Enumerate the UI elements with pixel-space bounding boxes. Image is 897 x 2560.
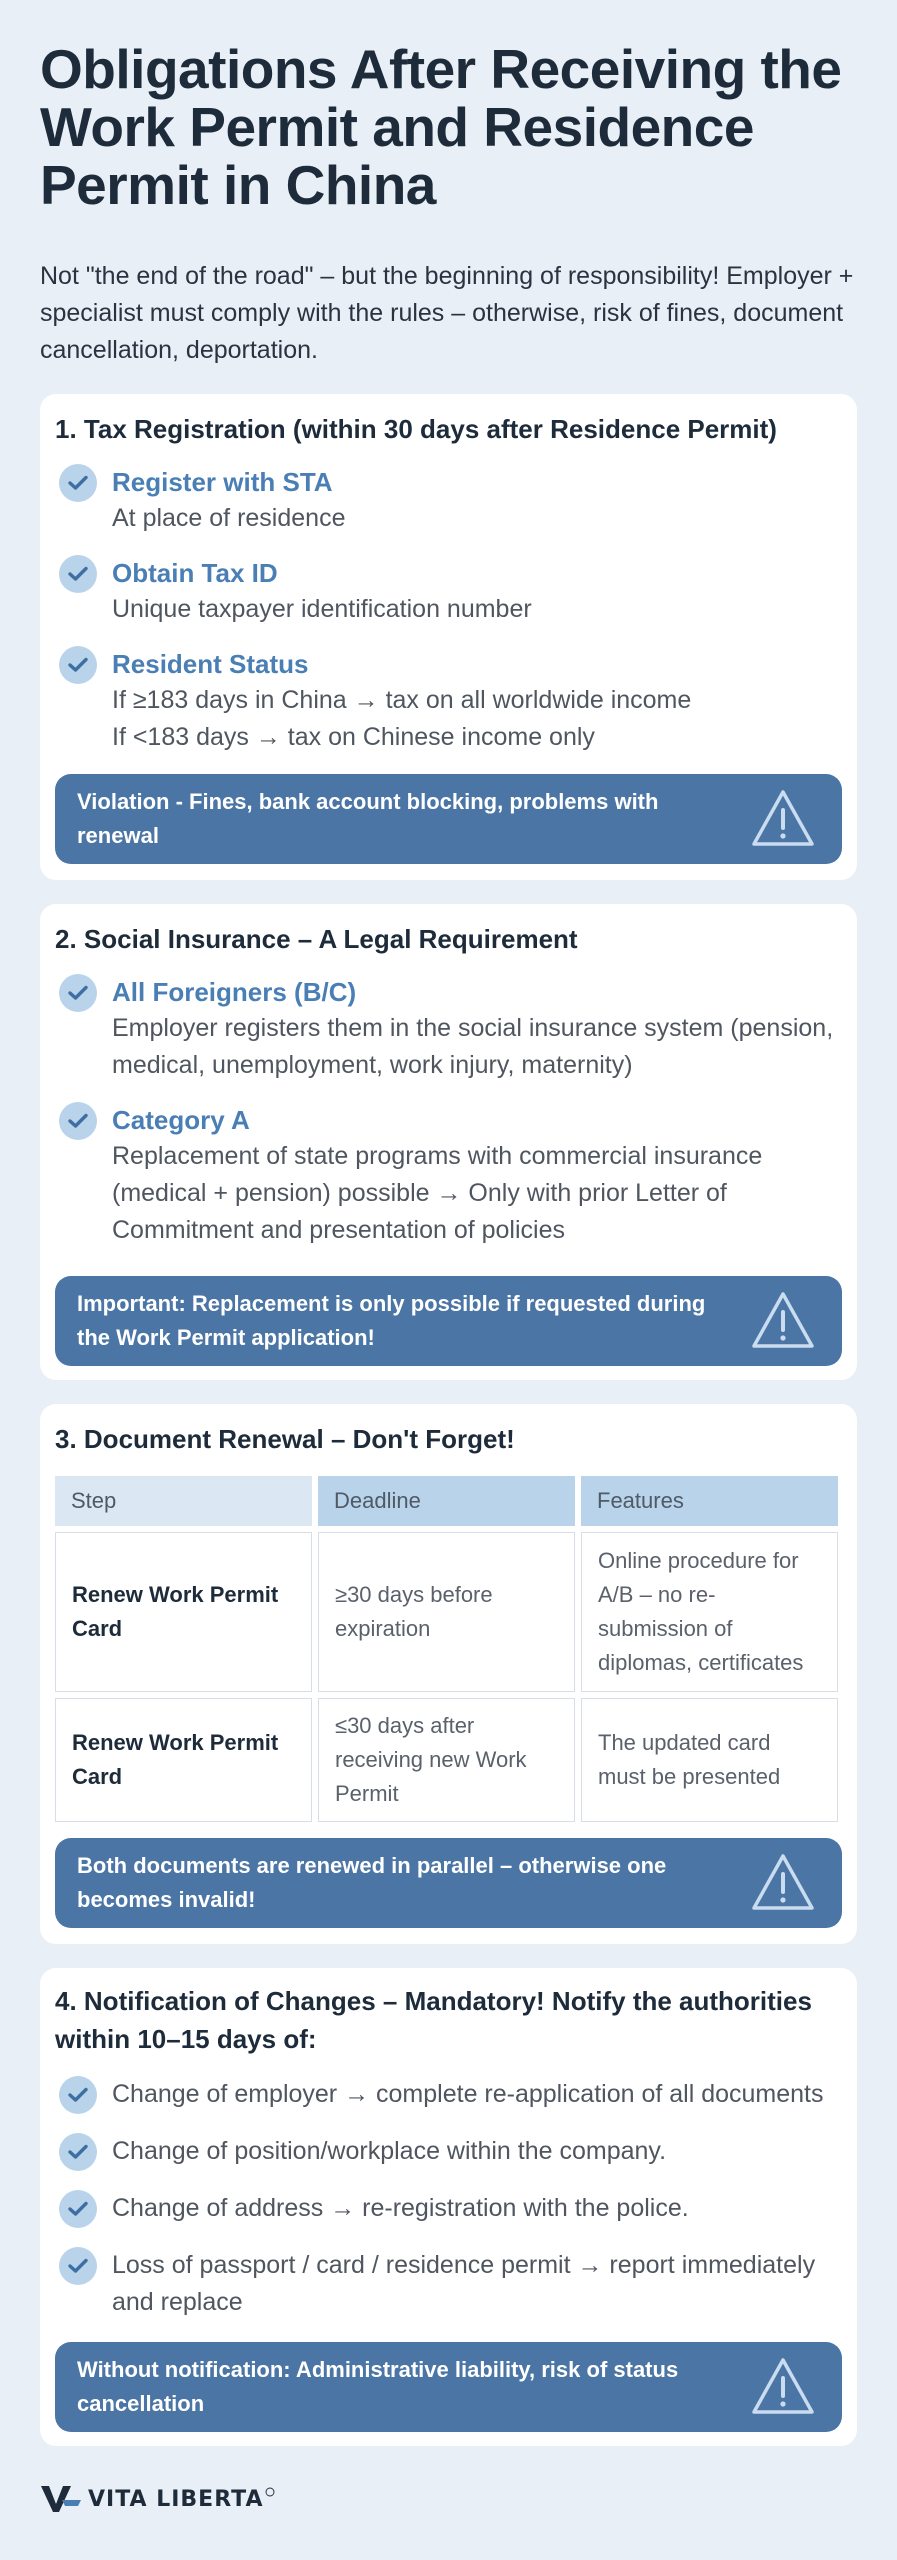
column-header: Deadline xyxy=(318,1476,575,1526)
warning-banner xyxy=(55,2342,842,2432)
table-row xyxy=(55,1698,838,1822)
warning-icon xyxy=(750,1852,816,1914)
table-cell: Renew Work Permit Card xyxy=(55,1698,312,1822)
item-title: Category A xyxy=(112,1105,250,1135)
check-icon xyxy=(59,2247,97,2285)
check-icon xyxy=(59,555,97,593)
table-cell: Renew Work Permit Card xyxy=(55,1532,312,1692)
vita-liberta-logo-icon xyxy=(40,2484,82,2514)
item-text: Unique taxpayer identification number xyxy=(112,595,532,623)
column-header: Step xyxy=(55,1476,312,1526)
page-title: Obligations After Receiving the Work Permit and Residence Permit in China xyxy=(40,38,842,216)
list-item xyxy=(55,2133,845,2170)
item-text: Replacement of state programs with commercial insurance (medical + pension) possible → Only with prior Letter of Commitment and presentation of policies xyxy=(112,1142,763,1244)
item-text: At place of residence xyxy=(112,504,346,532)
section-document-renewal xyxy=(40,1404,857,1944)
list-item xyxy=(55,2190,845,2227)
item-title: Resident Status xyxy=(112,649,309,679)
registered-mark-icon xyxy=(265,2487,275,2497)
banner-text: Both documents are renewed in parallel – otherwise one becomes invalid! xyxy=(77,1853,667,1912)
intro-text: Not "the end of the road" – but the beginning of responsibility! Employer + specialist must comply with the rules – otherwise, risk of fines, document cancellation, deportation. xyxy=(40,262,854,364)
warning-icon xyxy=(750,1290,816,1352)
table-cell: The updated card must be presented xyxy=(581,1698,838,1822)
section-heading: 2. Social Insurance – A Legal Requirement xyxy=(55,924,578,954)
section-social-insurance xyxy=(40,904,857,1380)
table-header-row xyxy=(55,1476,838,1526)
warning-banner xyxy=(55,1276,842,1366)
section-tax-registration xyxy=(40,394,857,880)
section-heading: 1. Tax Registration (within 30 days after Residence Permit) xyxy=(55,414,777,444)
check-icon xyxy=(59,2076,97,2114)
check-icon xyxy=(59,1102,97,1140)
list-item xyxy=(55,555,845,628)
item-text: Change of address → re-registration with the police. xyxy=(112,2194,689,2222)
renewal-table xyxy=(49,1470,844,1828)
banner-text: Important: Replacement is only possible if requested during the Work Permit application! xyxy=(77,1291,706,1350)
list-item xyxy=(55,2076,845,2113)
table-cell: ≤30 days after receiving new Work Permit xyxy=(318,1698,575,1822)
item-text: Change of position/workplace within the company. xyxy=(112,2137,667,2165)
list-item xyxy=(55,646,845,756)
check-icon xyxy=(59,2133,97,2171)
check-icon xyxy=(59,464,97,502)
item-text: If <183 days → tax on Chinese income only xyxy=(112,723,595,751)
table-row xyxy=(55,1532,838,1692)
warning-banner xyxy=(55,1838,842,1928)
item-text: Loss of passport / card / residence permit → report immediately and replace xyxy=(112,2251,816,2316)
warning-icon xyxy=(750,788,816,850)
item-text: Employer registers them in the social insurance system (pension, medical, unemployment, work injury, maternity) xyxy=(112,1014,834,1079)
item-text: Change of employer → complete re-application of all documents xyxy=(112,2080,824,2108)
list-item xyxy=(55,1102,845,1249)
footer-logo xyxy=(40,2484,275,2514)
check-icon xyxy=(59,2190,97,2228)
column-header: Features xyxy=(581,1476,838,1526)
warning-icon xyxy=(750,2356,816,2418)
section-notification-of-changes xyxy=(40,1968,857,2446)
list-item xyxy=(55,974,845,1084)
check-icon xyxy=(59,974,97,1012)
item-title: Register with STA xyxy=(112,467,333,497)
table-cell: Online procedure for A/B – no re-submission of diplomas, certificates xyxy=(581,1532,838,1692)
list-item xyxy=(55,2247,845,2321)
section-heading: 4. Notification of Changes – Mandatory! Notify the authorities within 10–15 days of: xyxy=(55,1986,812,2054)
section-heading: 3. Document Renewal – Don't Forget! xyxy=(55,1424,515,1454)
banner-text: Violation - Fines, bank account blocking, problems with renewal xyxy=(77,789,659,848)
list-item xyxy=(55,464,845,537)
warning-banner xyxy=(55,774,842,864)
item-title: All Foreigners (B/C) xyxy=(112,977,357,1007)
brand-name: VITA LIBERTA xyxy=(88,2486,264,2512)
item-title: Obtain Tax ID xyxy=(112,558,278,588)
table-cell: ≥30 days before expiration xyxy=(318,1532,575,1692)
check-icon xyxy=(59,646,97,684)
item-text: If ≥183 days in China → tax on all worldwide income xyxy=(112,686,692,714)
banner-text: Without notification: Administrative liability, risk of status cancellation xyxy=(77,2357,679,2416)
